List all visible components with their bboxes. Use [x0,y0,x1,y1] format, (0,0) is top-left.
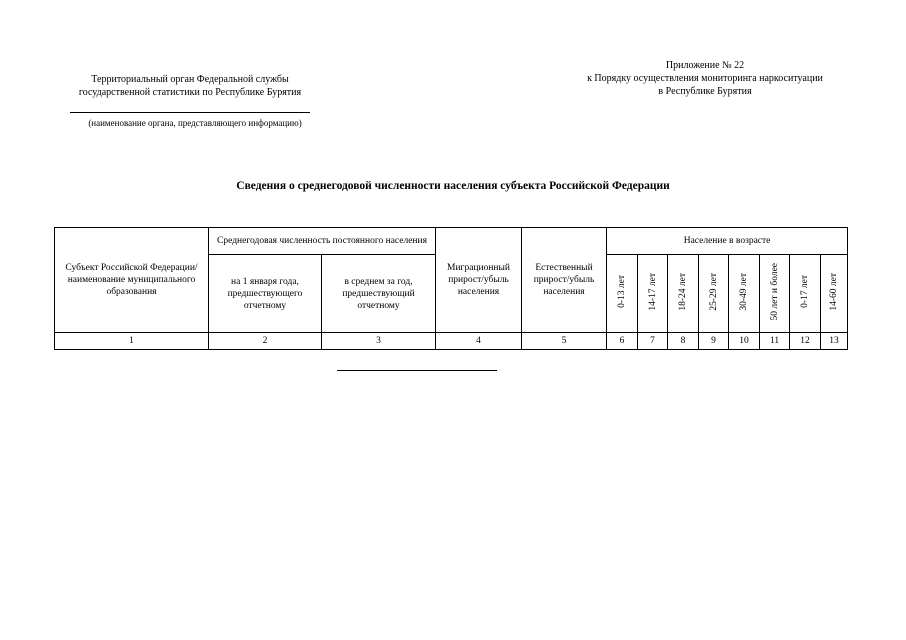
appendix-line-3: в Республике Бурятия [658,86,752,97]
age-label: 50 лет и более [769,262,780,321]
org-underline [70,112,310,113]
age-header-cell [760,255,790,333]
age-header-cell [638,255,668,333]
column-number: 3 [322,333,436,350]
org-line-1: Территориальный орган Федеральной службы [91,74,289,85]
column-number: 9 [699,333,729,350]
header-jan1: на 1 января года, предшествующего отчетному [209,255,322,333]
age-label: 0-13 лет [617,275,628,308]
appendix-line-1: Приложение № 22 [665,60,745,71]
age-label: 30-49 лет [739,272,750,311]
header-avg-prev-year: в среднем за год, предшествующий отчетному [322,255,436,333]
age-header-cell [790,255,821,333]
header-age-group: Население в возрасте [607,228,848,255]
header-avg-population: Среднегодовая численность постоянного населения [209,228,436,255]
column-number: 12 [790,333,821,350]
org-caption: (наименование органа, представляющего информацию) [88,118,302,128]
column-number: 13 [821,333,848,350]
column-number: 1 [55,333,209,350]
age-label: 25-29 лет [708,272,719,311]
column-number: 4 [436,333,522,350]
column-number: 5 [522,333,607,350]
document-title: Сведения о среднегодовой численности населения субъекта Российской Федерации [236,180,670,192]
header-migration: Миграционный прирост/убыль населения [436,228,522,333]
age-label: 14-60 лет [829,272,840,311]
closing-line [337,370,497,371]
header-natural: Естественный прирост/убыль населения [522,228,607,333]
column-number: 10 [729,333,760,350]
age-header-cell [668,255,699,333]
appendix-block [555,59,855,98]
age-header-cell [699,255,729,333]
age-header-cell [607,255,638,333]
org-line-2: государственной статистики по Республике Бурятия [78,87,302,98]
column-number: 8 [668,333,699,350]
column-number: 7 [638,333,668,350]
organization-name [40,73,340,99]
appendix-line-2: к Порядку осуществления мониторинга наркоситуации [587,73,823,84]
population-table [54,227,848,350]
age-header-cell [821,255,848,333]
age-label: 0-17 лет [800,275,811,308]
header-subject: Субъект Российской Федерации/ наименование муниципального образования [55,228,209,333]
age-label: 14-17 лет [647,272,658,311]
column-number: 11 [760,333,790,350]
column-number: 6 [607,333,638,350]
age-header-cell [729,255,760,333]
age-label: 18-24 лет [678,272,689,311]
column-number-row [55,333,848,350]
column-number: 2 [209,333,322,350]
